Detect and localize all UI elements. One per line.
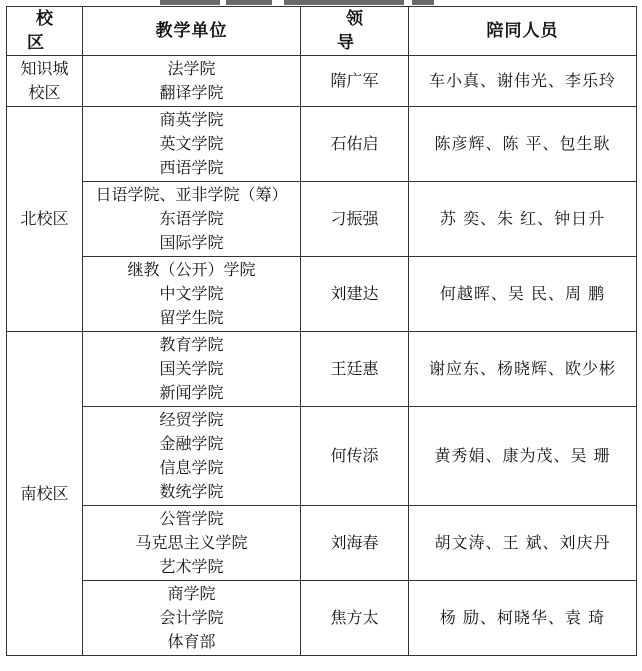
- unit-cell: [83, 506, 301, 581]
- header-unit: 教学单位: [83, 7, 301, 56]
- table-row: [7, 332, 637, 407]
- leader-cell: 王廷惠: [301, 332, 409, 407]
- unit-name: 经贸学院: [159, 410, 224, 429]
- campus-name-line: 南校区: [20, 483, 69, 503]
- unit-name: 商学院: [167, 584, 216, 603]
- staff-cell: 谢应东、杨晓辉、欧少彬: [409, 332, 637, 407]
- unit-name: 中文学院: [159, 284, 224, 303]
- staff-cell: 杨 励、柯晓华、袁 琦: [409, 581, 637, 656]
- unit-name: 法学院: [167, 59, 216, 78]
- unit-name: 国关学院: [159, 359, 224, 378]
- unit-name: 会计学院: [159, 608, 224, 627]
- unit-name: 新闻学院: [159, 383, 224, 402]
- unit-name: 国际学院: [159, 233, 224, 252]
- header-staff: 陪同人员: [409, 7, 637, 56]
- unit-name: 商英学院: [159, 110, 224, 129]
- campus-name-line: 校区: [28, 83, 61, 102]
- unit-cell: [83, 407, 301, 506]
- unit-name: 数统学院: [159, 482, 224, 501]
- cropped-text-remnant: [0, 0, 642, 5]
- staff-cell: 车小真、谢伟光、李乐玲: [409, 56, 637, 107]
- campus-cell: [7, 332, 83, 656]
- staff-cell: 陈彦辉、陈 平、包生耿: [409, 107, 637, 182]
- leader-cell: 石佑启: [301, 107, 409, 182]
- unit-name: 公管学院: [159, 509, 224, 528]
- leader-cell: 隋广军: [301, 56, 409, 107]
- leader-cell: 刘建达: [301, 257, 409, 332]
- unit-cell: [83, 581, 301, 656]
- header-row: [7, 7, 637, 56]
- table-row: [7, 407, 637, 506]
- staff-cell: 黄秀娟、康为茂、吴 珊: [409, 407, 637, 506]
- unit-name: 留学生院: [159, 308, 224, 327]
- table-row: [7, 257, 637, 332]
- unit-name: 英文学院: [159, 134, 224, 153]
- unit-name: 金融学院: [159, 434, 224, 453]
- campus-name-line: 知识城: [20, 59, 69, 78]
- unit-cell: [83, 257, 301, 332]
- leader-cell: 何传添: [301, 407, 409, 506]
- unit-name: 马克思主义学院: [135, 533, 248, 552]
- unit-name: 艺术学院: [159, 557, 224, 576]
- unit-cell: [83, 182, 301, 257]
- unit-name: 教育学院: [159, 335, 224, 354]
- unit-cell: [83, 107, 301, 182]
- header-campus: 校 区: [7, 7, 83, 56]
- leader-cell: 焦方太: [301, 581, 409, 656]
- unit-name: 东语学院: [159, 209, 224, 228]
- table-body: [7, 56, 637, 656]
- staff-cell: 苏 奕、朱 红、钟日升: [409, 182, 637, 257]
- unit-name: 信息学院: [159, 458, 224, 477]
- table-row: [7, 581, 637, 656]
- visit-schedule-table: [6, 6, 637, 656]
- table-row: [7, 56, 637, 107]
- leader-cell: 刁振强: [301, 182, 409, 257]
- header-leader: 领 导: [301, 7, 409, 56]
- unit-cell: [83, 56, 301, 107]
- staff-cell: 何越晖、吴 民、周 鹏: [409, 257, 637, 332]
- table-row: [7, 506, 637, 581]
- unit-name: 西语学院: [159, 158, 224, 177]
- unit-name: 继教（公开）学院: [127, 260, 256, 279]
- campus-cell: [7, 107, 83, 332]
- table-row: [7, 182, 637, 257]
- table-row: [7, 107, 637, 182]
- unit-cell: [83, 332, 301, 407]
- campus-name-line: 北校区: [20, 209, 69, 228]
- staff-cell: 胡文涛、王 斌、刘庆丹: [409, 506, 637, 581]
- unit-name: 翻译学院: [159, 83, 224, 102]
- leader-cell: 刘海春: [301, 506, 409, 581]
- unit-name: 体育部: [167, 632, 216, 651]
- campus-cell: [7, 56, 83, 107]
- unit-name: 日语学院、亚非学院（筹）: [95, 185, 288, 204]
